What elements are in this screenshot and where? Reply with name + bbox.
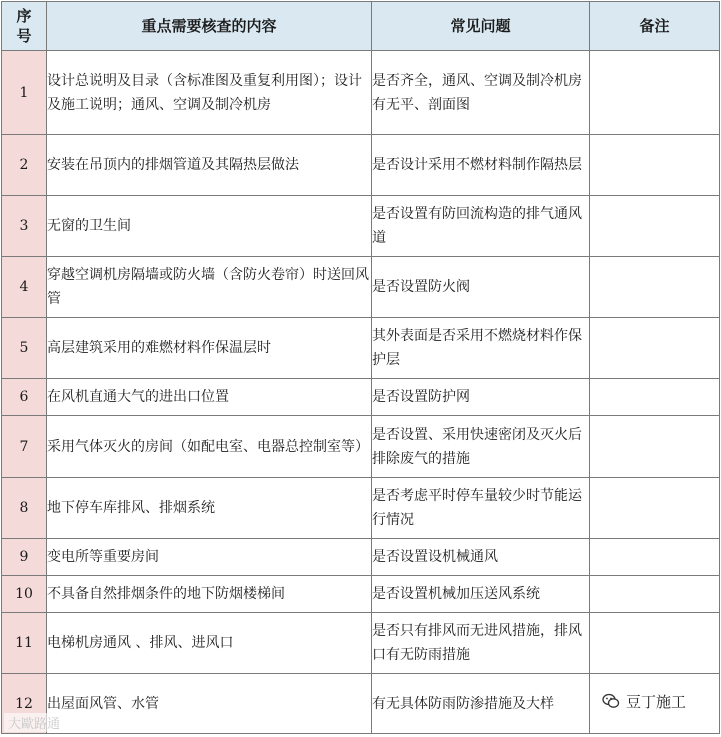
- row-issue: 有无具体防雨防渗措施及大样: [372, 674, 590, 734]
- row-number: 11: [2, 613, 47, 674]
- row-note: [590, 196, 720, 257]
- header-note: 备注: [590, 2, 720, 51]
- row-issue: 是否设置设机械通风: [372, 539, 590, 576]
- table-row: [2, 539, 720, 576]
- row-issue: 是否考虑平时停车量较少时节能运行情况: [372, 478, 590, 539]
- row-note: [590, 379, 720, 416]
- row-issue: 是否只有排风而无进风措施，排风口有无防雨措施: [372, 613, 590, 674]
- row-number: 9: [2, 539, 47, 576]
- table-row: [2, 318, 720, 379]
- table-row: [2, 379, 720, 416]
- table-row: [2, 51, 720, 135]
- header-number: [2, 2, 47, 51]
- table-row: [2, 135, 720, 196]
- row-issue: 是否设置、采用快速密闭及灭火后排除废气的措施: [372, 416, 590, 478]
- row-note: [590, 613, 720, 674]
- row-note: [590, 135, 720, 196]
- table-row: [2, 613, 720, 674]
- row-issue: 是否设置有防回流构造的排气通风道: [372, 196, 590, 257]
- watermark-right: [596, 687, 692, 715]
- row-content: 穿越空调机房隔墙或防火墙（含防火卷帘）时送回风管: [47, 257, 372, 318]
- row-issue: 是否设置防火阀: [372, 257, 590, 318]
- row-number: 4: [2, 257, 47, 318]
- row-content: 出屋面风管、水管: [47, 674, 372, 734]
- table-row: [2, 576, 720, 613]
- row-issue: 是否设置机械加压送风系统: [372, 576, 590, 613]
- row-note: [590, 478, 720, 539]
- table-row: [2, 416, 720, 478]
- row-number: 2: [2, 135, 47, 196]
- table-row: [2, 196, 720, 257]
- row-note: [590, 539, 720, 576]
- row-issue: 是否设置防护网: [372, 379, 590, 416]
- table-row: [2, 257, 720, 318]
- row-issue: 是否设计采用不燃材料制作隔热层: [372, 135, 590, 196]
- row-content: 变电所等重要房间: [47, 539, 372, 576]
- row-number: 6: [2, 379, 47, 416]
- row-note: [590, 257, 720, 318]
- header-number-line2: 号: [16, 27, 32, 45]
- header-content: 重点需要核查的内容: [47, 2, 372, 51]
- row-content: 安装在吊顶内的排烟管道及其隔热层做法: [47, 135, 372, 196]
- row-number: 3: [2, 196, 47, 257]
- row-note: [590, 51, 720, 135]
- row-content: 采用气体灭火的房间（如配电室、电器总控制室等）: [47, 416, 372, 478]
- header-number-line1: 序: [16, 7, 32, 25]
- row-content: 电梯机房通风 、排风、进风口: [47, 613, 372, 674]
- header-row: [2, 2, 720, 51]
- row-issue: 其外表面是否采用不燃烧材料作保护层: [372, 318, 590, 379]
- row-content: 不具备自然排烟条件的地下防烟楼梯间: [47, 576, 372, 613]
- row-note: [590, 318, 720, 379]
- row-note: [590, 416, 720, 478]
- row-content: 地下停车库排风、排烟系统: [47, 478, 372, 539]
- watermark-left: [4, 713, 64, 732]
- row-content: 设计总说明及目录（含标准图及重复利用图）；设计及施工说明；通风、空调及制冷机房: [47, 51, 372, 135]
- row-number: 5: [2, 318, 47, 379]
- row-number: 12: [2, 674, 47, 734]
- row-issue: 是否齐全，通风、空调及制冷机房有无平、剖面图: [372, 51, 590, 135]
- row-content: 无窗的卫生间: [47, 196, 372, 257]
- watermark-left-text: 大歐路通: [8, 717, 61, 732]
- row-note: [590, 576, 720, 613]
- watermark-right-text: 豆丁施工: [626, 692, 687, 711]
- row-number: 10: [2, 576, 47, 613]
- row-content: 在风机直通大气的进出口位置: [47, 379, 372, 416]
- header-issue: 常见问题: [372, 2, 590, 51]
- row-number: 1: [2, 51, 47, 135]
- wechat-icon: [602, 692, 620, 710]
- row-number: 8: [2, 478, 47, 539]
- row-number: 7: [2, 416, 47, 478]
- checklist-table: [1, 1, 720, 734]
- table-row: [2, 478, 720, 539]
- row-content: 高层建筑采用的难燃材料作保温层时: [47, 318, 372, 379]
